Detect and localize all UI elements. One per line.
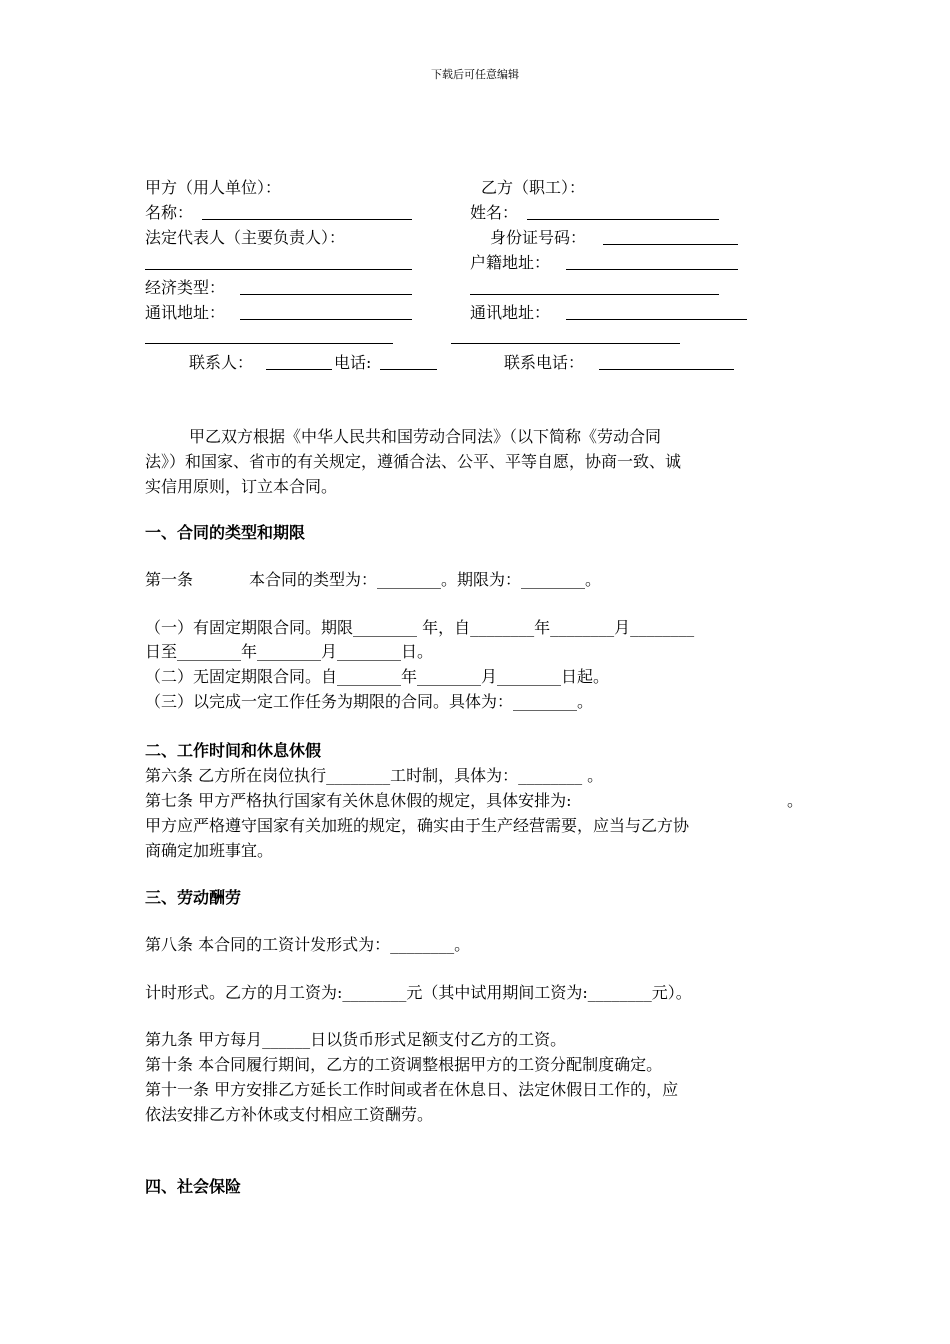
item-3: （三）以完成一定工作任务为期限的合同。具体为：________。 (145, 692, 594, 711)
article-9: 第九条 甲方每月______日以货币形式足额支付乙方的工资。 (145, 1030, 567, 1049)
legal-rep-label: 法定代表人（主要负责人）： (145, 228, 346, 247)
party-b-title: 乙方（职工）： (481, 178, 586, 197)
header-note: 下载后可任意编辑 (431, 68, 519, 81)
person-name-blank[interactable] (527, 219, 719, 220)
item-2: （二）无固定期限合同。自________年________月________日起。 (145, 667, 610, 686)
contact-label: 联系人： (189, 353, 254, 372)
address-b-blank-2[interactable] (451, 343, 680, 344)
name-blank[interactable] (202, 219, 412, 220)
name-label: 名称： (145, 203, 194, 222)
address-label-b: 通讯地址： (470, 303, 551, 322)
intro-line-2: 法》）和国家、省市的有关规定，遵循合法、公平、平等自愿，协商一致、诚 (145, 452, 682, 471)
address-a-blank[interactable] (240, 319, 412, 320)
article-10: 第十条 本合同履行期间，乙方的工资调整根据甲方的工资分配制度确定。 (145, 1055, 663, 1074)
article-7-line-c: 商确定加班事宜。 (145, 841, 274, 860)
article-7-end: 。 (787, 791, 804, 810)
section-1-title: 一、合同的类型和期限 (145, 523, 306, 542)
section-2-title: 二、工作时间和休息休假 (145, 741, 322, 760)
hukou-blank-2[interactable] (470, 294, 719, 295)
article-11-line-a: 第十一条 甲方安排乙方延长工作时间或者在休息日、法定休假日工作的，应 (145, 1080, 679, 1099)
hukou-label: 户籍地址： (470, 253, 551, 272)
econ-type-blank[interactable] (240, 294, 412, 295)
address-b-blank[interactable] (566, 319, 747, 320)
article-7-line-b: 甲方应严格遵守国家有关加班的规定，确实由于生产经营需要，应当与乙方协 (145, 816, 690, 835)
article-11-line-b: 依法安排乙方补休或支付相应工资酬劳。 (145, 1105, 434, 1124)
item-1-line-b: 日至________年________月________日。 (145, 642, 434, 661)
item-1-line-a: （一）有固定期限合同。期限________ 年，自________年________月________ (145, 618, 695, 637)
legal-rep-blank[interactable] (145, 269, 412, 270)
intro-line-3: 实信用原则，订立本合同。 (145, 477, 338, 496)
id-blank[interactable] (603, 244, 738, 245)
intro-line-1: 甲乙双方根据《中华人民共和国劳动合同法》（以下简称《劳动合同 (189, 427, 662, 446)
article-1-text: 本合同的类型为：________。期限为：________。 (249, 570, 602, 589)
id-label: 身份证号码： (490, 228, 587, 247)
hourly-wage: 计时形式。乙方的月工资为:________元（其中试用期间工资为:________元）。 (145, 983, 692, 1002)
address-label-a: 通讯地址： (145, 303, 226, 322)
hukou-blank[interactable] (566, 269, 738, 270)
person-name-label: 姓名： (470, 203, 519, 222)
section-3-title: 三、劳动酬劳 (145, 888, 242, 907)
section-4-title: 四、社会保险 (145, 1177, 242, 1196)
article-7-line-a: 第七条 甲方严格执行国家有关休息休假的规定，具体安排为: (145, 791, 572, 810)
contact-phone-label: 联系电话： (504, 353, 585, 372)
phone-label: 电话: (334, 353, 372, 372)
phone-blank[interactable] (380, 369, 437, 370)
article-8: 第八条 本合同的工资计发形式为：________。 (145, 935, 471, 954)
contact-blank[interactable] (266, 369, 332, 370)
contact-phone-blank[interactable] (599, 369, 734, 370)
party-a-title: 甲方（用人单位）： (145, 178, 282, 197)
article-6: 第六条 乙方所在岗位执行________工时制，具体为：________ 。 (145, 766, 604, 785)
article-1-label: 第一条 (145, 570, 194, 589)
address-a-blank-2[interactable] (145, 343, 393, 344)
econ-type-label: 经济类型： (145, 278, 226, 297)
